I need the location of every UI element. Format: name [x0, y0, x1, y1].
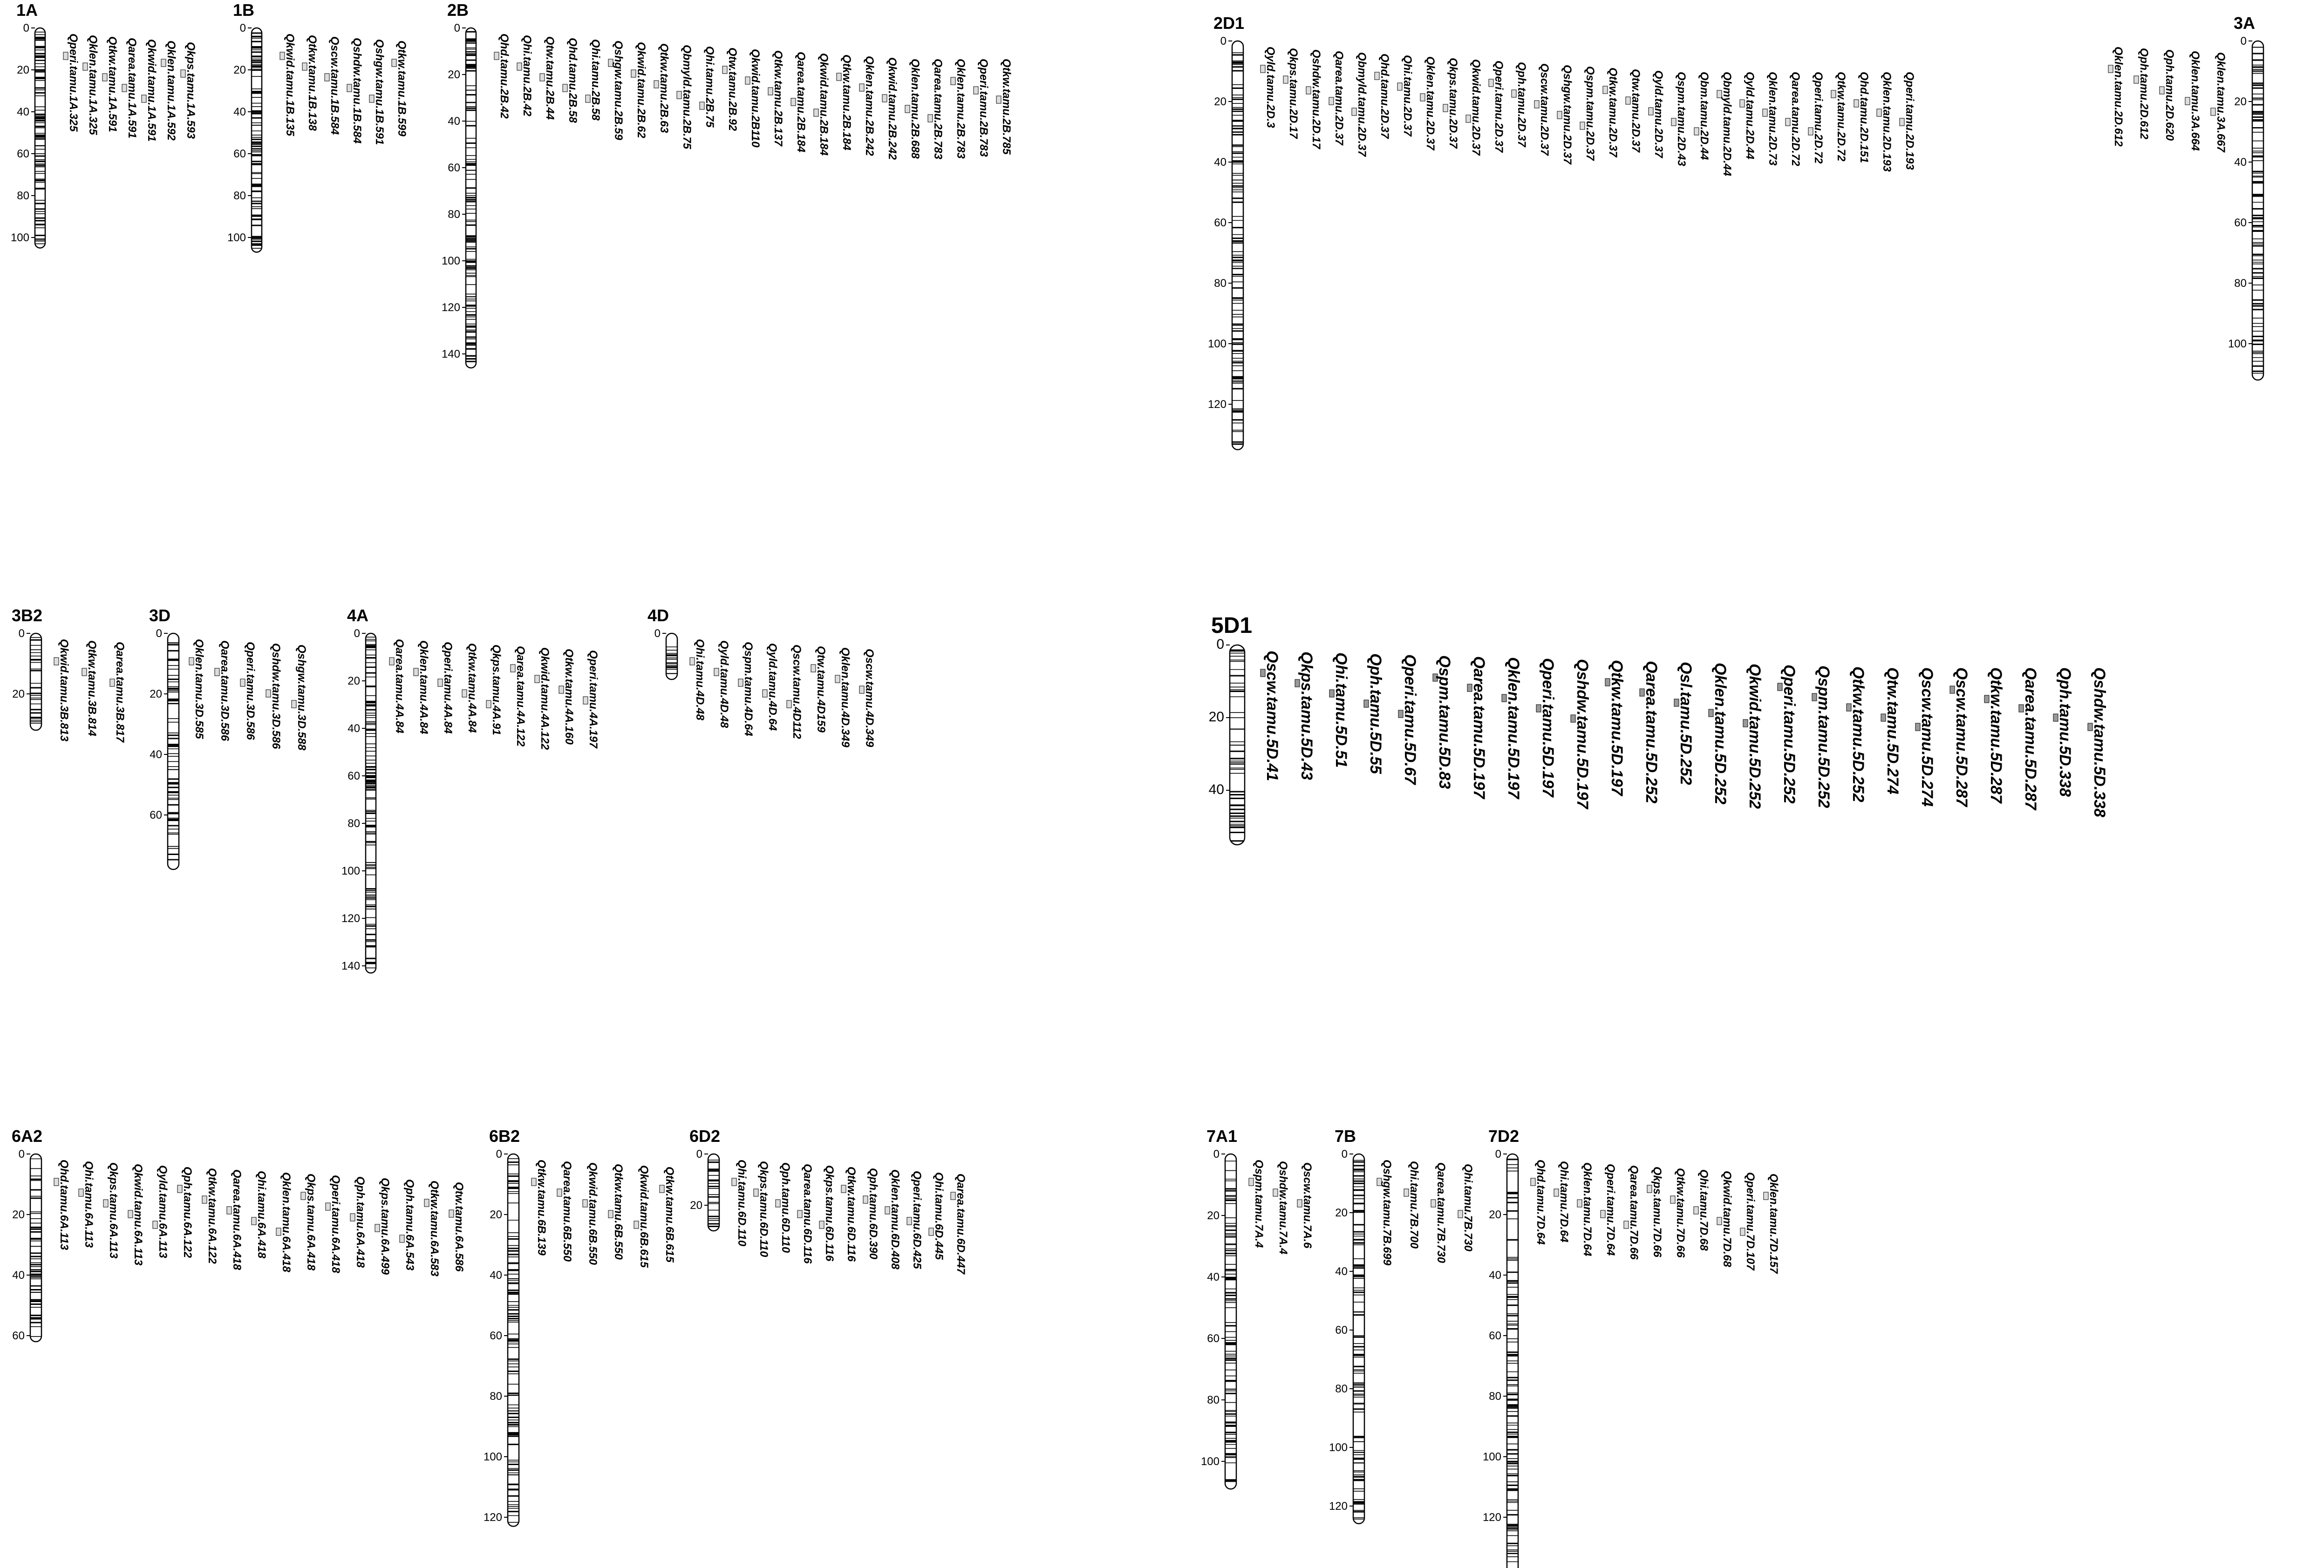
tick-label: 20 [1335, 1207, 1348, 1219]
qtl-label: Qtw.tamu.4D159 [815, 646, 827, 733]
tick-label: 20 [1207, 1209, 1220, 1222]
chromosome-4d [647, 606, 876, 747]
tick-label: 20 [448, 68, 460, 81]
qtl-label: Qtkw.tamu.1A.591 [106, 36, 119, 132]
chromosome-title: 7B [1335, 1127, 1356, 1146]
qtl-label: Qperi.tamu.4A.197 [587, 650, 600, 748]
qtl-label: Qtkw.tamu.7D.66 [1674, 1168, 1687, 1258]
tick-label: 40 [448, 115, 460, 128]
qtl-label: Qarea.tamu.2D.37 [1333, 51, 1345, 145]
tick-label: 0 [239, 22, 246, 34]
qtl-label: Qklen.tamu.2D.37 [1424, 56, 1437, 150]
qtl-label: Qperi.tamu.7D.64 [1604, 1164, 1617, 1256]
tick-label: 60 [448, 162, 460, 174]
qtl-label: Qtkw.tamu.2D.37 [1607, 68, 1619, 157]
qtl-label: Qspm.tamu.2D.37 [1584, 66, 1596, 161]
qtl-label: Qshdw.tamu.7A.4 [1277, 1161, 1289, 1255]
chromosome-6b2 [484, 1127, 676, 1527]
qtl-label: Qperi.tamu.1A.325 [67, 34, 80, 132]
qtl-label: Qklen.tamu.3D.585 [193, 639, 205, 739]
tick-label: 60 [150, 809, 162, 821]
qtl-label: Qtkw.tamu.5D.287 [1987, 667, 2005, 803]
qtl-label: Qhi.tamu.2B.75 [703, 46, 716, 128]
qtl-label: Qperi.tamu.5D.197 [1539, 658, 1557, 797]
chromosome-title: 3B2 [12, 606, 43, 625]
qtl-label: Qtkw.tamu.6B.615 [663, 1167, 676, 1263]
tick-label: 120 [341, 912, 360, 925]
qtl-label: Qbmyld.tamu.2D.44 [1721, 72, 1733, 176]
qtl-label: Qyld.tamu.2D.44 [1744, 72, 1756, 160]
qtl-label: Qklen.tamu.2D.193 [1881, 72, 1893, 172]
qtl-label: Qtkw.tamu.6B.139 [535, 1160, 548, 1256]
tick-label: 60 [12, 1330, 25, 1342]
tick-label: 0 [156, 627, 162, 640]
tick-label: 40 [1489, 1269, 1501, 1282]
tick-label: 40 [12, 1269, 25, 1282]
qtl-label: Qhi.tamu.6D.110 [736, 1160, 748, 1247]
tick-label: 0 [654, 627, 661, 640]
chromosome-title: 3D [149, 606, 171, 625]
tick-label: 80 [1489, 1390, 1501, 1403]
qtl-label: Qkwid.tamu.2B.62 [635, 42, 647, 138]
tick-label: 140 [341, 960, 360, 972]
qtl-label: Qspm.tamu.7A.4 [1253, 1160, 1265, 1248]
qtl-label: Qarea.tamu.7D.66 [1628, 1165, 1640, 1260]
qtl-label: Qscw.tamu.4D112 [791, 645, 803, 739]
tick-label: 40 [1214, 156, 1227, 169]
qtl-label: Qarea.tamu.5D.287 [2022, 667, 2039, 810]
qtl-label: Qkwid.tamu.2B110 [749, 49, 762, 148]
qtl-label: Qtw.tamu.5D.274 [1884, 667, 1901, 794]
tick-label: 100 [441, 255, 460, 267]
qtl-label: Qkwid.tamu.6B.615 [638, 1165, 650, 1268]
chromosome-title: 5D1 [1211, 613, 1253, 638]
qtl-label: Qhi.tamu.2B.58 [589, 39, 602, 121]
qtl-label: Qyld.tamu.6A.113 [157, 1165, 169, 1258]
qtl-label: Qtkw.tamu.6B.550 [612, 1164, 625, 1260]
tick-label: 20 [17, 64, 29, 76]
tick-label: 20 [233, 64, 246, 76]
qtl-label: Qkwid.tamu.6A.113 [132, 1164, 144, 1266]
tick-label: 20 [690, 1199, 702, 1212]
qtl-label: Qkwid.tamu.2B.242 [886, 57, 899, 160]
qtl-label: Qkwid.tamu.1A.591 [145, 39, 158, 142]
qtl-label: Qklen.tamu.5D.252 [1711, 663, 1729, 805]
tick-label: 100 [2228, 338, 2247, 350]
tick-label: 20 [490, 1208, 502, 1221]
tick-label: 40 [1335, 1265, 1348, 1278]
qtl-label: Qklen.tamu.2D.612 [2112, 47, 2125, 147]
tick-label: 20 [1489, 1208, 1501, 1221]
chromosome-7d2 [1483, 1127, 1780, 1568]
qtl-label: Qyld.tamu.2D.37 [1652, 70, 1665, 158]
qtl-label: Qhi.tamu.4D.48 [694, 639, 706, 720]
tick-label: 40 [17, 106, 29, 118]
qtl-label: Qkwid.tamu.5D.252 [1746, 664, 1764, 809]
tick-label: 0 [354, 627, 360, 640]
chromosome-title: 6D2 [689, 1127, 721, 1146]
qtl-label: Qklen.tamu.3A.667 [2215, 52, 2227, 152]
qtl-label: Qkps.tamu.2D.17 [1287, 48, 1300, 139]
qtl-label: Qhi.tamu.7B.730 [1462, 1164, 1474, 1252]
tick-label: 80 [1207, 1394, 1220, 1406]
qtl-label: Qkwid.tamu.7D.68 [1721, 1171, 1733, 1267]
qtl-label: Qscw.tamu.5D.41 [1263, 651, 1281, 781]
qtl-label: Qph.tamu.6D.390 [867, 1168, 879, 1260]
tick-label: 20 [1208, 709, 1224, 725]
tick-label: 0 [1216, 637, 1224, 652]
qtl-label: Qscw.tamu.4D.349 [863, 649, 876, 747]
chromosome-title: 3A [2234, 14, 2256, 33]
qtl-label: Qklen.tamu.4A.84 [417, 640, 430, 734]
qtl-label: Qph.tamu.6A.543 [403, 1179, 416, 1271]
qtl-label: Qhi.tamu.6A.113 [82, 1161, 95, 1248]
qtl-label: Qarea.tamu.1A.591 [126, 38, 138, 139]
tick-label: 0 [454, 22, 460, 34]
qtl-label: Qklen.tamu.2B.783 [954, 59, 967, 159]
qtl-label: Qtw.tamu.2B.92 [726, 48, 739, 131]
qtl-label: Qshgw.tamu.2D.37 [1561, 65, 1574, 164]
chromosome-7a1 [1201, 1127, 1314, 1489]
tick-label: 40 [490, 1269, 502, 1282]
tick-label: 100 [341, 865, 360, 877]
chromosome-1b [227, 0, 408, 252]
qtl-label: Qklen.tamu.5D.197 [1505, 657, 1522, 799]
qtl-label: Qtkw.tamu.2D.72 [1835, 72, 1847, 162]
tick-label: 120 [483, 1511, 502, 1524]
tick-label: 80 [17, 190, 29, 202]
qtl-label: Qhi.tamu.5D.51 [1332, 652, 1350, 768]
qtl-label: Qscw.tamu.2D.37 [1538, 63, 1551, 156]
qtl-label: Qph.tamu.2D.612 [2138, 48, 2150, 140]
qtl-label: Qperi.tamu.7D.107 [1744, 1172, 1757, 1270]
qtl-label: Qyld.tamu.2D.3 [1264, 47, 1277, 128]
tick-label: 100 [1200, 1455, 1220, 1468]
chromosome-3b2 [12, 606, 126, 743]
tick-label: 100 [1482, 1451, 1501, 1463]
qtl-label: Qkwid.tamu.1B.135 [284, 34, 296, 136]
chromosome-bar [252, 28, 262, 252]
qtl-label: Qspm.tamu.2D.43 [1675, 72, 1688, 166]
qtl-label: Qtkw.tamu.5D.197 [1608, 660, 1626, 796]
qtl-label: Qarea.tamu.2B.783 [932, 59, 944, 160]
chromosome-title: 6A2 [12, 1127, 43, 1146]
tick-label: 120 [1482, 1511, 1501, 1524]
qtl-label: Qkwid.tamu.6B.550 [586, 1162, 599, 1265]
chromosome-1a [11, 0, 197, 248]
qtl-label: Qhd.tamu.6A.113 [58, 1160, 70, 1250]
qtl-label: Qph.tamu.6D.110 [779, 1162, 792, 1253]
qtl-label: Qklen.tamu.1A.592 [165, 41, 177, 141]
tick-label: 100 [1207, 338, 1227, 350]
qtl-label: Qph.tamu.5D.338 [2056, 667, 2074, 797]
tick-label: 0 [496, 1148, 502, 1161]
qtl-label: Qtkw.tamu.2B.785 [1000, 59, 1013, 155]
qtl-label: Qtkw.tamu.3B.814 [86, 640, 98, 736]
qtl-label: Qklen.tamu.3A.664 [2189, 51, 2201, 151]
tick-label: 20 [150, 688, 162, 700]
chromosome-title: 4A [347, 606, 369, 625]
chromosome-title: 6B2 [489, 1127, 520, 1146]
qtl-label: Qtkw.tamu.4A.84 [466, 643, 478, 733]
qtl-label: Qbmyld.tamu.2B.75 [681, 45, 693, 149]
qtl-label: Qperi.tamu.2D.193 [1903, 72, 1916, 170]
chromosome-2d1 [1208, 14, 1916, 450]
qtl-label: Qscw.tamu.7A.6 [1301, 1162, 1314, 1249]
chromosome-title: 2B [447, 0, 469, 20]
qtl-label: Qklen.tamu.1A.325 [87, 35, 99, 135]
chromosome-title: 2D1 [1213, 14, 1245, 33]
tick-label: 0 [1213, 1148, 1220, 1161]
qtl-label: Qkps.tamu.5D.43 [1298, 652, 1315, 780]
qtl-label: Qkps.tamu.6A.499 [379, 1178, 391, 1275]
tick-label: 120 [1329, 1500, 1348, 1513]
qtl-label: Qperi.tamu.5D.67 [1401, 654, 1419, 785]
qtl-label: Qarea.tamu.2D.72 [1789, 72, 1802, 166]
qtl-label: Qperi.tamu.4A.84 [442, 642, 454, 734]
qtl-label: Qph.tamu.2D.37 [1515, 62, 1528, 147]
qtl-label: Qtkw.tamu.2B.63 [658, 43, 670, 133]
qtl-label: Qklen.tamu.6D.408 [889, 1169, 901, 1269]
chromosome-4a [341, 606, 600, 973]
qtl-label: Qyld.tamu.4D.64 [766, 643, 779, 731]
tick-label: 80 [233, 190, 246, 202]
tick-label: 0 [23, 22, 29, 34]
qtl-label: Qperi.tamu.5D.252 [1780, 665, 1798, 804]
tick-label: 0 [18, 1148, 25, 1161]
qtl-label: Qklen.tamu.2B.688 [909, 59, 921, 159]
qtl-label: Qhi.tamu.7D.68 [1697, 1169, 1710, 1251]
qtl-label: Qhi.tamu.2B.42 [521, 35, 533, 116]
qtl-label: Qtkw.tamu.1B.138 [306, 35, 319, 131]
qtl-label: Qtkw.tamu.5D.252 [1849, 666, 1867, 802]
tick-label: 100 [227, 231, 246, 244]
qtl-label: Qspm.tamu.4D.64 [742, 642, 755, 736]
qtl-label: Qscw.tamu.5D.287 [1953, 667, 1970, 807]
qtl-label: Qshdw.tamu.2D.17 [1310, 49, 1322, 149]
qtl-label: Qkwid.tamu.2B.184 [818, 53, 830, 156]
qtl-label: Qkps.tamu.6A.113 [107, 1162, 120, 1259]
chromosome-bar [366, 633, 376, 973]
qtl-label: Qperi.tamu.6A.418 [329, 1175, 342, 1273]
qtl-label: Qkps.tamu.4A.91 [490, 645, 503, 735]
qtl-label: Qtkw.tamu.2B.137 [772, 50, 784, 146]
tick-label: 120 [441, 301, 460, 314]
qtl-label: Qhi.tamu.7D.64 [1558, 1161, 1570, 1242]
qtl-label: Qarea.tamu.6A.418 [231, 1169, 243, 1270]
qtl-label: Qperi.tamu.2D.72 [1812, 72, 1825, 164]
qtl-label: Qklen.tamu.6A.418 [280, 1172, 293, 1272]
tick-label: 0 [1495, 1148, 1501, 1161]
qtl-label: Qklen.tamu.4D.349 [839, 647, 852, 747]
chromosome-bar [1225, 1154, 1236, 1489]
qtl-label: Qklen.tamu.2D.73 [1766, 72, 1779, 166]
qtl-label: Qarea.tamu.5D.252 [1642, 661, 1660, 804]
qtl-label: Qklen.tamu.7D.64 [1581, 1162, 1594, 1256]
qtl-label: Qtkw.tamu.1B.599 [395, 41, 408, 136]
chromosome-2b [442, 0, 1013, 368]
chromosome-bar [708, 1154, 719, 1231]
tick-label: 40 [150, 748, 162, 761]
chromosome-5d1 [1209, 613, 2108, 845]
qtl-label: Qph.tamu.6A.418 [354, 1176, 367, 1268]
tick-label: 80 [1335, 1383, 1348, 1395]
tick-label: 60 [1214, 217, 1227, 229]
qtl-label: Qscw.tamu.5D.274 [1918, 667, 1936, 807]
qtl-label: Qkps.tamu.6D.116 [823, 1165, 836, 1262]
qtl-label: Qarea.tamu.3B.817 [114, 642, 126, 743]
qtl-label: Qhi.tamu.2D.37 [1401, 55, 1414, 136]
qtl-label: Qhi.tamu.6D.445 [933, 1172, 945, 1260]
qtl-label: Qph.tamu.6A.122 [181, 1167, 194, 1258]
qtl-label: Qtkw.tamu.6A.122 [206, 1168, 218, 1264]
qtl-label: Qhi.tamu.6A.418 [255, 1171, 268, 1259]
tick-label: 140 [441, 348, 460, 360]
qtl-label: Qarea.tamu.3D.586 [218, 640, 231, 741]
tick-label: 120 [1207, 398, 1227, 411]
qtl-label: Qtw.tamu.6A.586 [453, 1182, 465, 1272]
qtl-label: Qph.tamu.5D.55 [1367, 653, 1384, 774]
tick-label: 20 [348, 675, 360, 687]
tick-label: 20 [12, 688, 25, 700]
tick-label: 40 [233, 106, 246, 118]
tick-label: 0 [1220, 35, 1227, 48]
qtl-label: Qarea.tamu.6D.116 [801, 1164, 814, 1264]
chromosome-6d2 [689, 1127, 967, 1275]
qtl-label: Qperi.tamu.3D.586 [244, 642, 257, 740]
qtl-label: Qklen.tamu.2B.242 [863, 56, 876, 156]
tick-label: 20 [12, 1208, 25, 1221]
qtl-label: Qkwid.tamu.3B.813 [58, 639, 70, 742]
qtl-label: Qshdw.tamu.3D.586 [270, 643, 282, 749]
qtl-label: Qkps.tamu.1A.593 [184, 42, 197, 139]
tick-label: 40 [1208, 782, 1224, 797]
tick-label: 0 [1341, 1148, 1348, 1161]
tick-label: 0 [696, 1148, 702, 1161]
chromosome-bar [666, 633, 677, 679]
qtl-label: Qtkw.tamu.2B.184 [840, 54, 853, 150]
tick-label: 60 [2234, 217, 2247, 229]
qtl-label: Qkps.tamu.6A.418 [305, 1174, 317, 1271]
chromosome-title: 7D2 [1488, 1127, 1520, 1146]
qtl-label: Qtw.tamu.2B.44 [544, 36, 556, 120]
tick-label: 0 [2240, 35, 2247, 48]
qtl-label: Qtkw.tamu.4A.160 [563, 649, 575, 745]
tick-label: 80 [2234, 277, 2247, 290]
qtl-label: Qyld.tamu.4D.48 [718, 640, 730, 728]
tick-label: 60 [348, 770, 360, 782]
chromosome-3d [149, 606, 308, 869]
qtl-label: Qshdw.tamu.1B.584 [351, 38, 363, 144]
tick-label: 60 [17, 148, 29, 160]
qtl-label: Qkps.tamu.2D.37 [1447, 58, 1459, 149]
qtl-label: Qhd.tamu.7D.64 [1534, 1160, 1547, 1245]
chromosome-7b [1329, 1127, 1474, 1524]
tick-label: 0 [18, 627, 25, 640]
qtl-label: Qperi.tamu.2D.37 [1493, 61, 1505, 153]
qtl-label: Qhi.tamu.7B.700 [1408, 1161, 1420, 1249]
qtl-label: Qklen.tamu.7D.157 [1767, 1174, 1780, 1274]
chromosome-title: 7A1 [1206, 1127, 1238, 1146]
tick-label: 100 [10, 231, 29, 244]
qtl-label: Qshgw.tamu.2B.59 [612, 41, 625, 140]
qtl-label: Qshdw.tamu.5D.338 [2091, 667, 2108, 817]
qtl-label: Qtw.tamu.2D.37 [1629, 69, 1642, 153]
qtl-label: Qarea.tamu.2B.184 [795, 52, 807, 153]
qtl-label: Qhd.tamu.2D.151 [1858, 72, 1870, 163]
qtl-label: Qarea.tamu.4A.122 [514, 646, 527, 747]
tick-label: 60 [233, 148, 246, 160]
chromosome-bar [30, 633, 41, 730]
tick-label: 60 [1207, 1332, 1220, 1345]
chromosome-title: 1A [16, 0, 38, 20]
chromosome-bar [2252, 41, 2263, 380]
qtl-label: Qhd.tamu.2B.58 [566, 38, 579, 123]
qtl-label: Qkps.tamu.7D.66 [1651, 1167, 1663, 1257]
qtl-label: Qbmyld.tamu.2D.37 [1356, 52, 1368, 157]
qtl-label: Qtkw.tamu.6A.583 [428, 1181, 441, 1276]
qtl-label: Qperi.tamu.6D.425 [911, 1171, 923, 1269]
tick-label: 60 [490, 1330, 502, 1342]
qtl-label: Qshgw.tamu.3D.588 [295, 645, 308, 751]
qtl-label: Qkps.tamu.6D.110 [757, 1161, 770, 1257]
qtl-label: Qspm.tamu.5D.252 [1815, 665, 1833, 808]
qtl-label: Qsl.tamu.5D.252 [1677, 662, 1695, 785]
chromosome-6a2 [12, 1127, 465, 1342]
chromosome-title: 1B [233, 0, 255, 20]
qtl-label: Qkwid.tamu.2D.37 [1470, 59, 1482, 156]
tick-label: 80 [448, 208, 460, 221]
qtl-label: Qhd.tamu.2B.42 [498, 34, 511, 119]
qtl-label: Qperi.tamu.2B.783 [977, 59, 990, 157]
qtl-label: Qshgw.tamu.1B.591 [373, 39, 386, 145]
chromosome-title: 4D [647, 606, 669, 625]
chromosome-3a [2108, 14, 2263, 380]
qtl-label: Qarea.tamu.6D.447 [954, 1174, 967, 1275]
qtl-label: Qarea.tamu.5D.197 [1470, 656, 1488, 799]
tick-label: 100 [483, 1451, 502, 1463]
qtl-label: Qarea.tamu.6B.550 [561, 1161, 573, 1262]
tick-label: 40 [348, 722, 360, 735]
qtl-label: Qtkw.tamu.6D.116 [845, 1167, 858, 1262]
tick-label: 20 [2234, 95, 2247, 108]
tick-label: 60 [1489, 1330, 1501, 1342]
tick-label: 40 [1207, 1271, 1220, 1283]
qtl-label: Qshdw.tamu.5D.197 [1574, 659, 1591, 809]
chromosome-bar [30, 1154, 41, 1342]
tick-label: 20 [1214, 95, 1227, 108]
tick-label: 80 [1214, 277, 1227, 290]
qtl-label: Qkwid.tamu.4A.122 [538, 647, 551, 750]
qtl-label: Qscw.tamu.1B.584 [328, 36, 341, 135]
qtl-label: Qshgw.tamu.7B.699 [1381, 1160, 1393, 1266]
tick-label: 80 [490, 1390, 502, 1403]
tick-label: 60 [1335, 1324, 1348, 1337]
qtl-label: Qph.tamu.2D.620 [2163, 49, 2176, 141]
tick-label: 80 [348, 817, 360, 830]
tick-label: 100 [1329, 1441, 1348, 1454]
qtl-label: Qspm.tamu.5D.83 [1436, 655, 1453, 789]
qtl-label: Qarea.tamu.4A.84 [393, 639, 406, 733]
chromosome-bar [1353, 1154, 1364, 1524]
tick-label: 40 [2234, 156, 2247, 169]
qtl-label: Qarea.tamu.7B.730 [1435, 1162, 1447, 1263]
qtl-label: Qhd.tamu.2D.37 [1378, 54, 1391, 139]
qtl-label: Qbm.tamu.2D.44 [1698, 72, 1711, 160]
